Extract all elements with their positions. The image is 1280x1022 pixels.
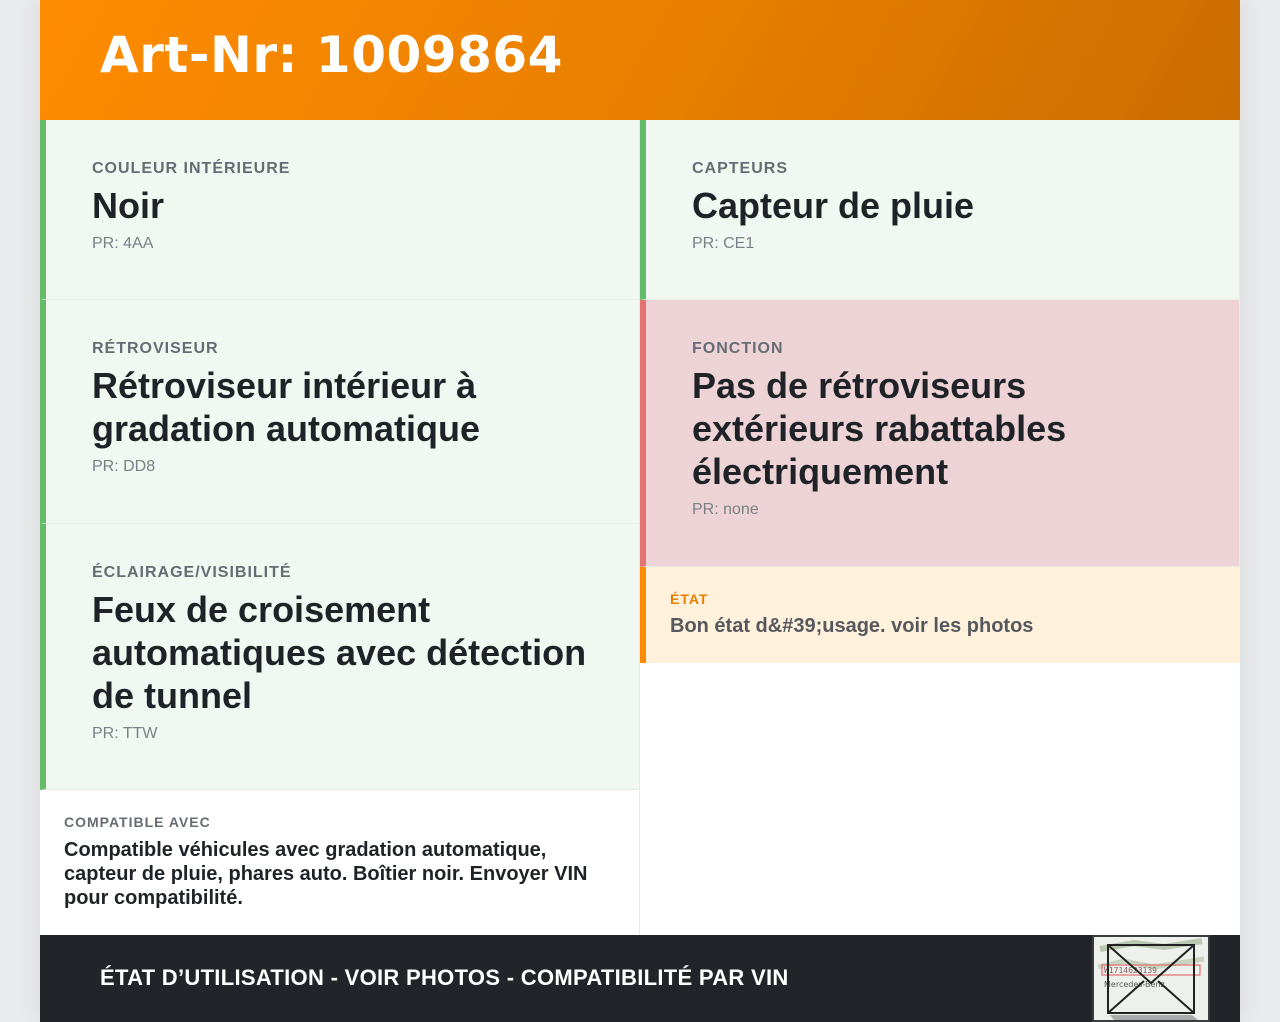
compatibility-section (40, 790, 640, 936)
card-label: CAPTEURS (692, 160, 789, 177)
card-sensors (640, 120, 1240, 300)
article-number-title: Art-Nr: 1009864 (100, 26, 563, 84)
svg-text:W1714623139: W1714623139 (1104, 966, 1157, 975)
condition-section (640, 567, 1240, 663)
card-pr-code: PR: none (692, 501, 759, 518)
card-interior-color (40, 120, 640, 300)
card-value: Rétroviseur intérieur à gradation automatique (92, 365, 481, 449)
product-photo-thumbnail[interactable] (1092, 935, 1210, 1022)
left-column (40, 120, 640, 936)
card-label: ÉCLAIRAGE/VISIBILITÉ (92, 564, 292, 581)
card-pr-code: PR: 4AA (92, 235, 154, 252)
card-value: Feux de croisement automatiques avec détection de tunnel (92, 589, 587, 716)
compatibility-label: COMPATIBLE AVEC (64, 814, 211, 830)
card-label: RÉTROVISEUR (92, 340, 219, 357)
card-pr-code: PR: DD8 (92, 458, 156, 475)
card-mirror (40, 300, 640, 524)
card-value: Noir (92, 185, 164, 226)
condition-text: Bon état d&#39;usage. voir les photos (670, 615, 1034, 637)
right-column (640, 120, 1240, 663)
footer-text: ÉTAT D’UTILISATION - VOIR PHOTOS - COMPATIBILITÉ PAR VIN (100, 965, 789, 990)
card-label: FONCTION (692, 340, 784, 357)
card-lighting (40, 524, 640, 790)
footer-bar (40, 935, 1240, 1022)
card-label: COULEUR INTÉRIEURE (92, 160, 291, 177)
svg-text:Mercedes-Benz: Mercedes-Benz (1104, 980, 1165, 989)
card-function (640, 300, 1240, 567)
condition-label: ÉTAT (670, 591, 709, 607)
card-value: Capteur de pluie (692, 185, 975, 226)
card-pr-code: PR: CE1 (692, 235, 755, 252)
product-sheet (40, 0, 1240, 1022)
compatibility-text: Compatible véhicules avec gradation automatique, capteur de pluie, phares auto. Boîtier noir. Envoyer VIN pour compatibilité. (64, 839, 588, 909)
header-banner (40, 0, 1240, 120)
card-pr-code: PR: TTW (92, 725, 158, 742)
photo-preview-icon (1094, 937, 1208, 1020)
card-value: Pas de rétroviseurs extérieurs rabattables électriquement (692, 365, 1067, 492)
